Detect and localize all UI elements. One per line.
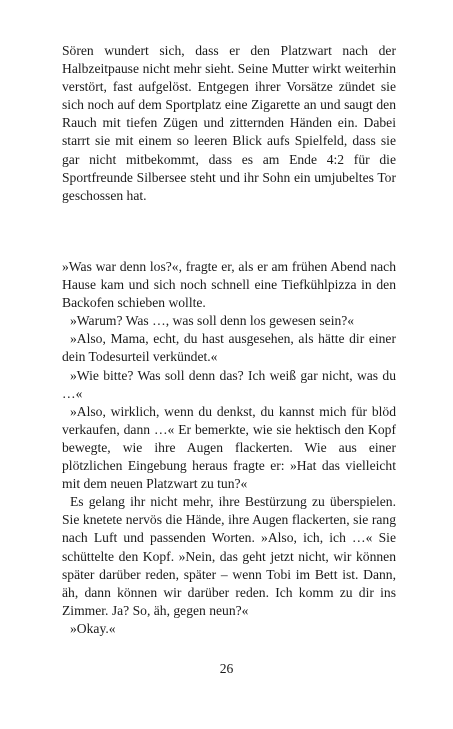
paragraph: Sören wundert sich, dass er den Platzwart nach der Halbzeitpause nicht mehr sieht. Seine Mutter wirkt weiterhin verstört, fast aufgelöst. Entgegen ihrer Vorsätze zündet sie sich noch auf dem Sportplatz eine Zigarette an und saugt den Rauch mit tiefen Zügen und zitternden Händen ein. Dabei starrt sie mit einem so leeren Blick aufs Spielfeld, dass sie gar nicht mitbekommt, dass es am Ende 4:2 für die Sportfreunde Silbersee steht und ihr Sohn ein umjubeltes Tor geschossen hat. (62, 43, 396, 203)
page-number: 26 (219, 661, 234, 676)
text-section-1 (62, 42, 396, 205)
paragraph: »Wie bitte? Was soll denn das? Ich weiß gar nicht, was du …« (62, 367, 396, 401)
paragraph: »Also, Mama, echt, du hast ausgesehen, als hätte dir einer dein Todesurteil verkündet.« (62, 331, 396, 365)
paragraph: »Warum? Was …, was soll denn los gewesen sein?« (70, 313, 355, 329)
paragraph: »Okay.« (70, 620, 116, 636)
paragraph: »Also, wirklich, wenn du denkst, du kannst mich für blöd verkaufen, dann …« Er bemerkte, wie sie hektisch den Kopf bewegte, wie ihre Augen flackerten. Wie aus einer plötzlichen Eingebung heraus fragte er: »Hat das vielleicht mit dem neuen Platzwart zu tun?« (62, 403, 396, 492)
paragraph: »Was war denn los?«, fragte er, als er am frühen Abend nach Hause kam und sich noch schnell eine Tiefkühlpizza in den Backofen schieben wollte. (62, 259, 396, 311)
paragraph: Es gelang ihr nicht mehr, ihre Bestürzung zu überspielen. Sie knetete nervös die Hände, ihre Augen flackerten, sie rang nach Luft und passenden Worten. »Also, ich, ich …« Sie schüttelte den Kopf. »Nein, das geht jetzt nicht, wir können später darüber reden, später – wenn Tobi im Bett ist. Dann, äh, dann können wir darüber reden. Ich komm zu dir ins Zimmer. Ja? So, äh, gegen neun?« (62, 494, 396, 618)
text-section-2 (62, 258, 396, 638)
